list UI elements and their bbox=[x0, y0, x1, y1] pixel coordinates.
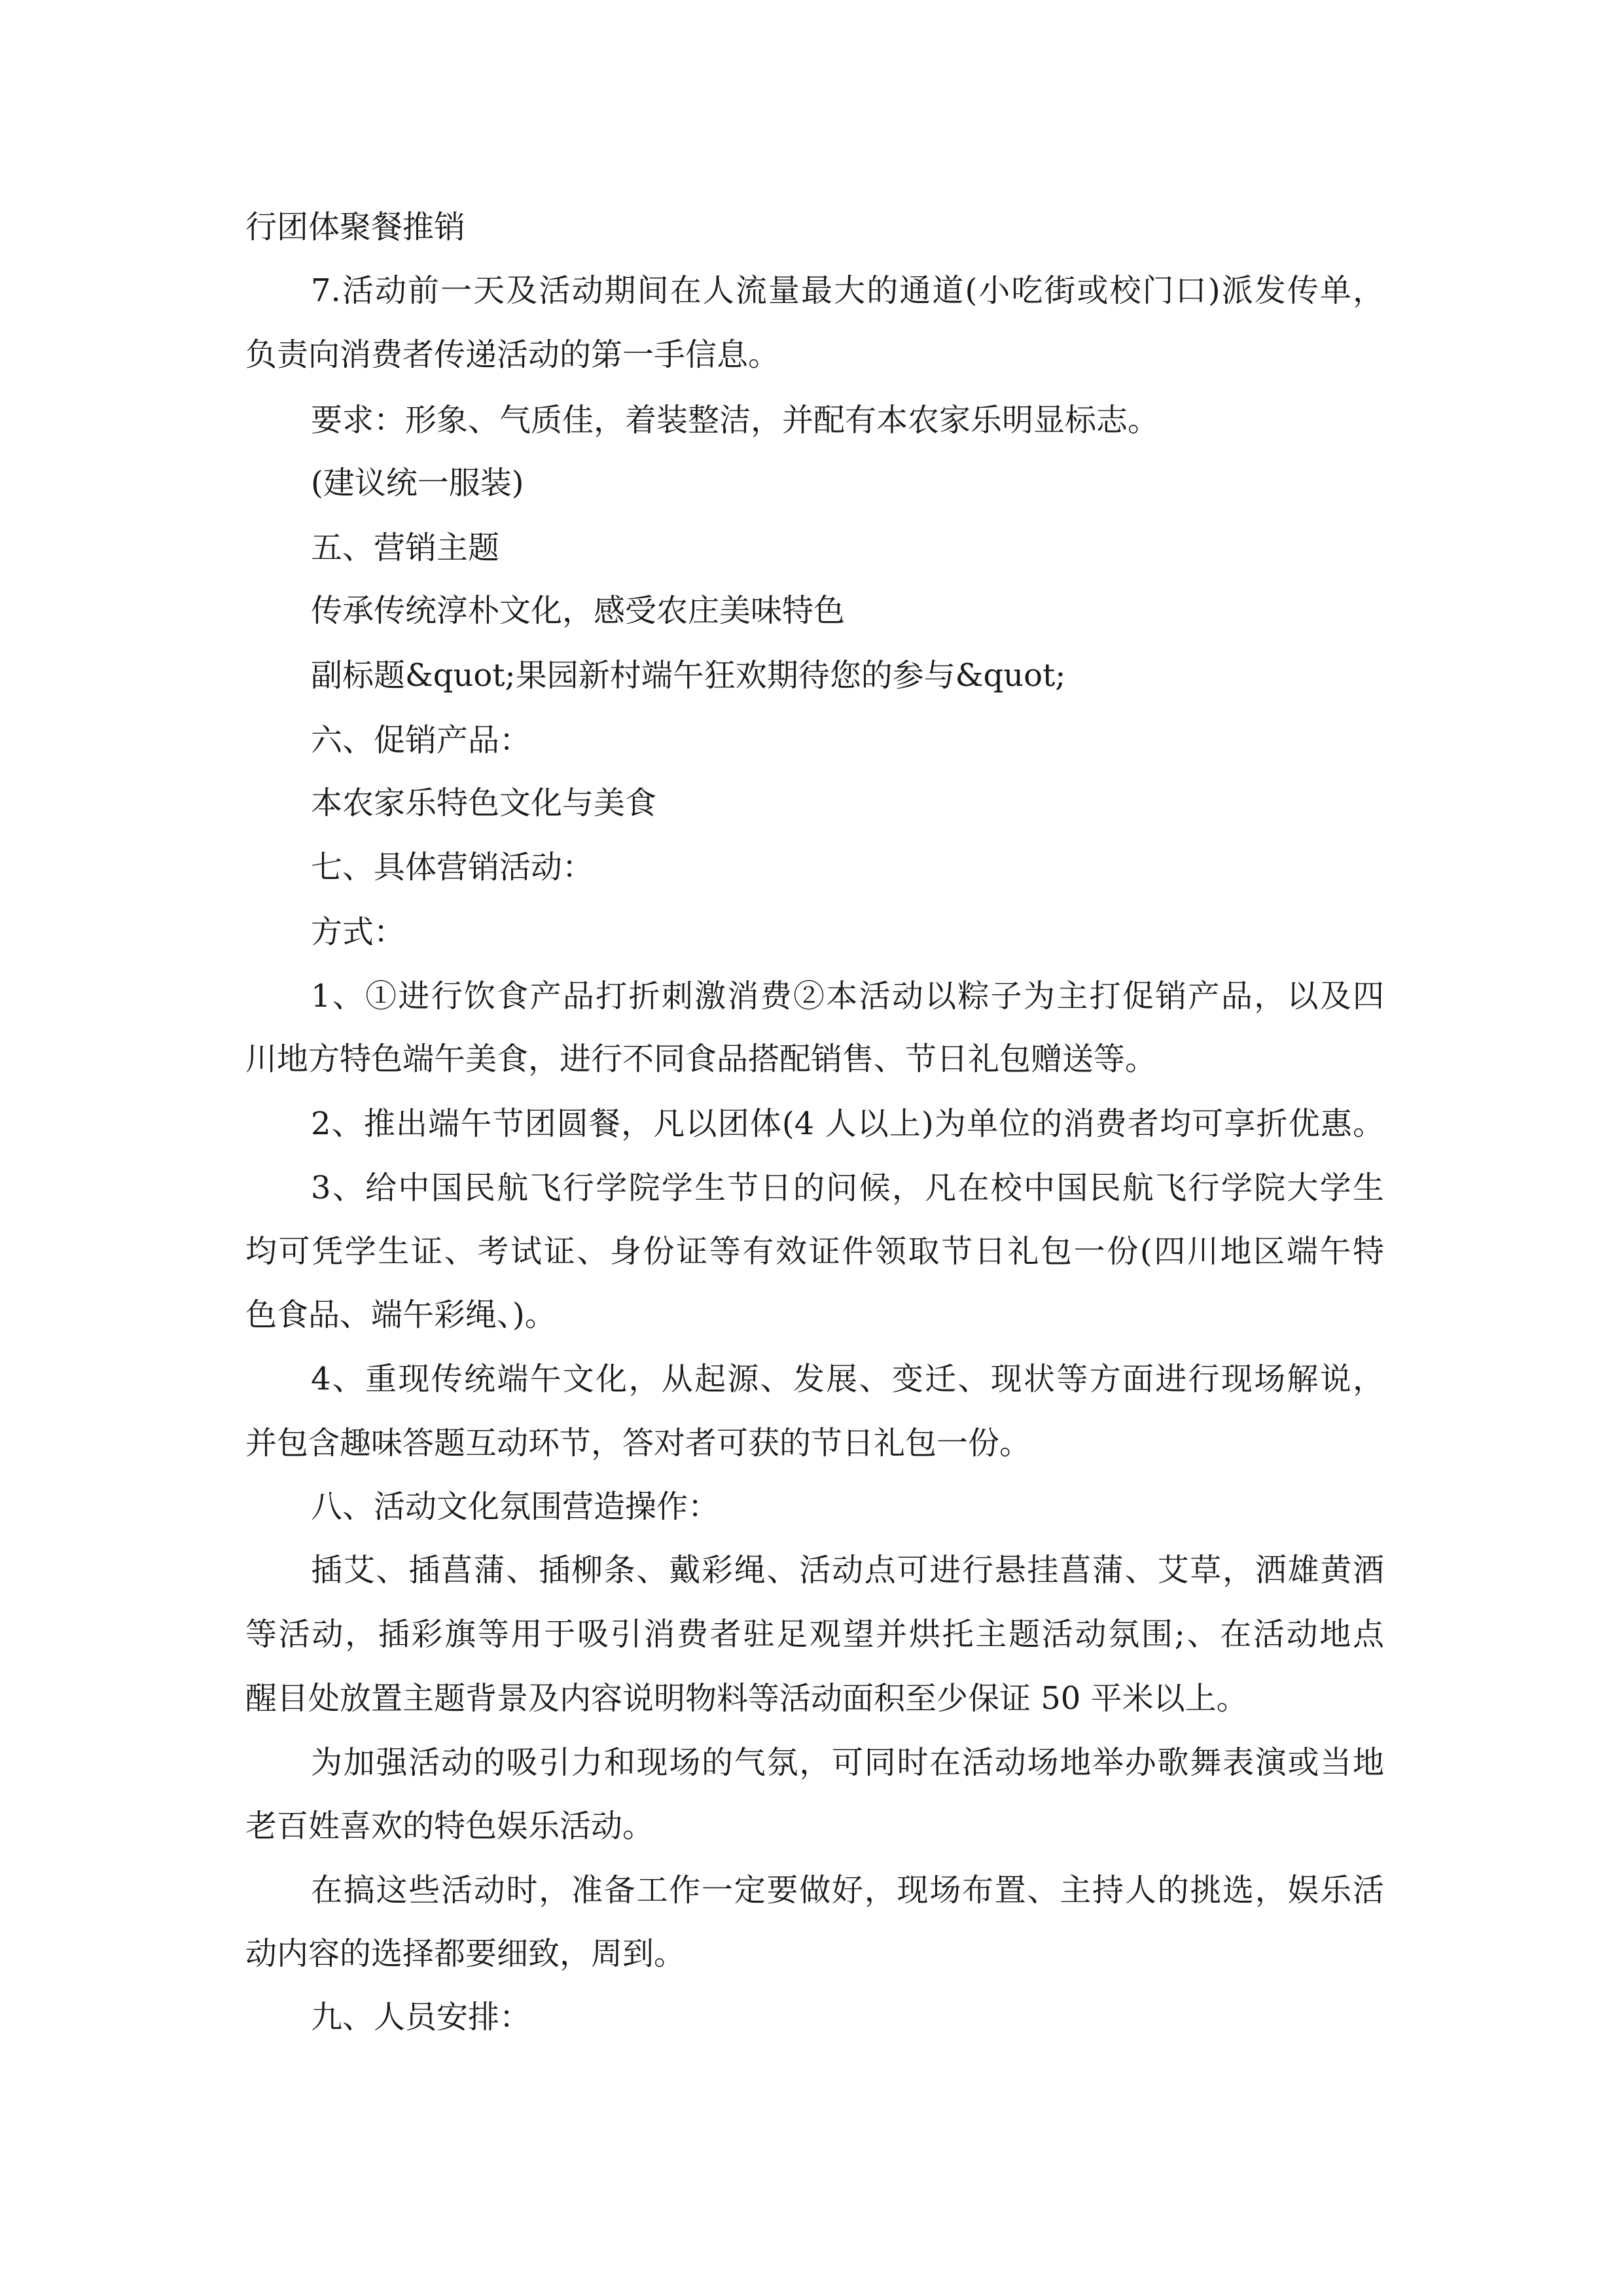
text-line: 动内容的选择都要细致，周到。 bbox=[245, 1935, 686, 1972]
section-heading: 七、具体营销活动： bbox=[311, 849, 594, 886]
section-heading: 六、促销产品： bbox=[311, 722, 531, 759]
text-line: (建议统一服装) bbox=[311, 465, 524, 501]
text-line: 在搞这些活动时，准备工作一定要做好，现场布置、主持人的挑选，娱乐活 bbox=[311, 1872, 1384, 1909]
text-line: 并包含趣味答题互动环节，答对者可获的节日礼包一份。 bbox=[245, 1425, 1031, 1462]
text-line: 7.活动前一天及活动期间在人流量最大的通道(小吃街或校门口)派发传单， bbox=[311, 272, 1384, 309]
text-line: 2、推出端午节团圆餐，凡以团体(4 人以上)为单位的消费者均可享折优惠。 bbox=[311, 1105, 1384, 1142]
text-line: 为加强活动的吸引力和现场的气氛，可同时在活动场地举办歌舞表演或当地 bbox=[311, 1744, 1384, 1781]
text-line: 要求：形象、气质佳，着装整洁，并配有本农家乐明显标志。 bbox=[311, 402, 1160, 439]
text-line: 老百姓喜欢的特色娱乐活动。 bbox=[245, 1808, 654, 1844]
text-line: 川地方特色端午美食，进行不同食品搭配销售、节日礼包赠送等。 bbox=[245, 1041, 1157, 1077]
text-line: 方式： bbox=[311, 914, 406, 950]
text-line: 本农家乐特色文化与美食 bbox=[311, 785, 657, 821]
text-line: 均可凭学生证、考试证、身份证等有效证件领取节日礼包一份(四川地区端午特 bbox=[245, 1233, 1384, 1270]
text-line: 4、重现传统端午文化，从起源、发展、变迁、现状等方面进行现场解说， bbox=[311, 1361, 1384, 1397]
text-line: 副标题&quot;果园新村端午狂欢期待您的参与&quot; bbox=[311, 657, 1066, 694]
section-heading: 九、人员安排： bbox=[311, 1999, 531, 2036]
text-line: 等活动，插彩旗等用于吸引消费者驻足观望并烘托主题活动氛围;、在活动地点 bbox=[245, 1616, 1384, 1653]
text-line: 负责向消费者传递活动的第一手信息。 bbox=[245, 336, 780, 373]
text-line: 色食品、端午彩绳、)。 bbox=[245, 1297, 556, 1333]
text-line: 传承传统淳朴文化，感受农庄美味特色 bbox=[311, 592, 846, 629]
text-line: 醒目处放置主题背景及内容说明物料等活动面积至少保证 50 平米以上。 bbox=[245, 1680, 1248, 1717]
section-heading: 八、活动文化氛围营造操作： bbox=[311, 1488, 720, 1525]
text-line: 行团体聚餐推销 bbox=[245, 209, 466, 245]
document-page bbox=[245, 0, 1384, 2296]
text-line: 1、①进行饮食产品打折刺激消费②本活动以粽子为主打促销产品，以及四 bbox=[311, 978, 1384, 1014]
text-line: 插艾、插菖蒲、插柳条、戴彩绳、活动点可进行悬挂菖蒲、艾草，洒雄黄酒 bbox=[311, 1552, 1384, 1588]
text-line: 3、给中国民航飞行学院学生节日的问候，凡在校中国民航飞行学院大学生 bbox=[311, 1170, 1384, 1206]
section-heading: 五、营销主题 bbox=[311, 529, 500, 566]
